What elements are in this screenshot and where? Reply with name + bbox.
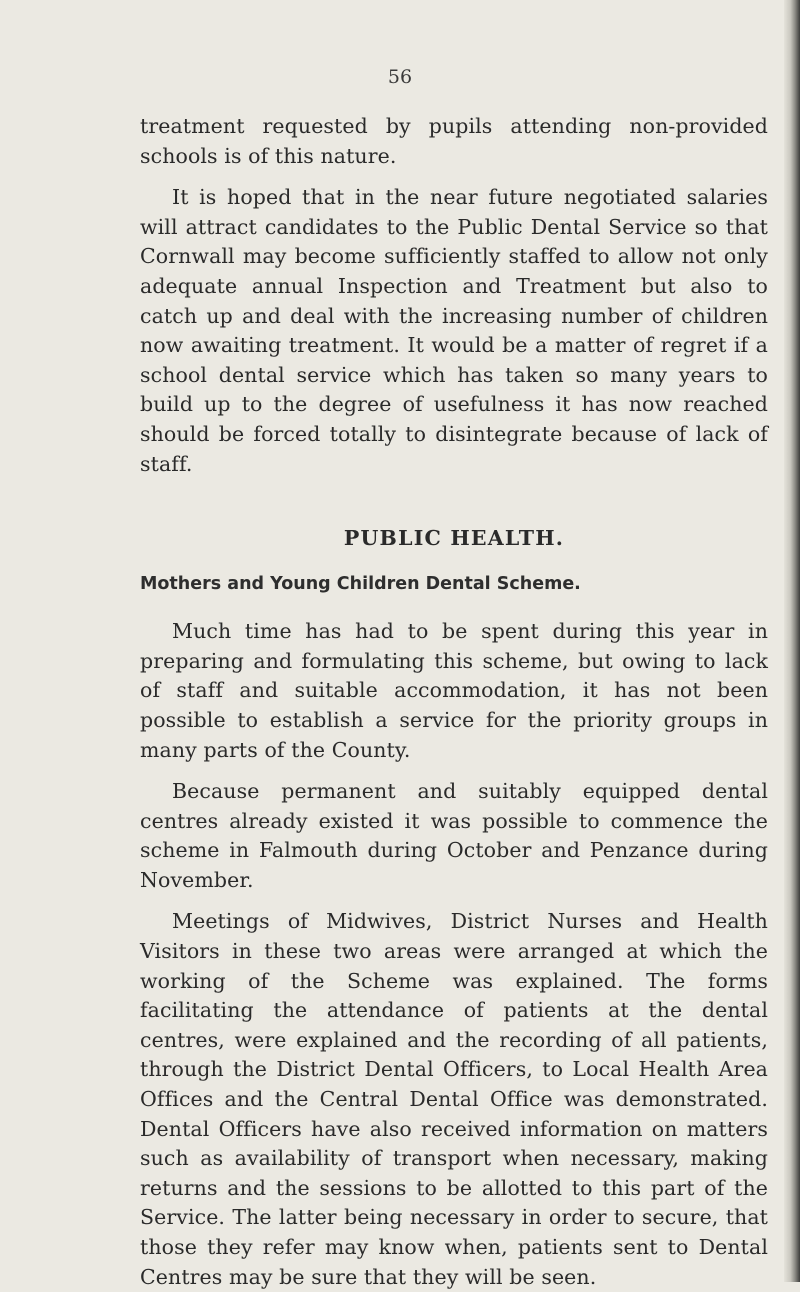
document-body [140,112,768,1292]
paragraph-meetings: Meetings of Midwives, District Nurses and Health Visitors in these two areas were arranged at which the working of the Scheme was explained. The forms facilitating the attendance of patients at the dental centres, were explained and the recording of all patients, through the District Dental Officers, to Local Health Area Offices and the Central Dental Office was demonstrated. Dental Officers have also received information on matters such as availability of transport when necessary, making returns and the sessions to be allotted to this part of the Service. The latter being necessary in order to secure, that those they refer may know when, patients sent to Dental Centres may be sure that they will be seen. [140,909,768,1289]
page-number: 56 [387,66,413,88]
paragraph-dental-centres: Because permanent and suitably equipped dental centres already existed it was possible to commence the scheme in Falmouth during October and Penzance during November. [140,779,768,892]
section-heading-public-health: PUBLIC HEALTH. [343,526,565,551]
paragraph-continued: treatment requested by pupils attending non-provided schools is of this nature. [140,114,768,168]
subheading-dental-scheme: Mothers and Young Children Dental Scheme. [140,574,581,595]
paragraph-much-time: Much time has had to be spent during this year in preparing and formulating this scheme, but owing to lack of staff and suitable accommodation, it has not been possible to establish a service for the priority groups in many parts of the County. [140,619,768,762]
paragraph-negotiated-salaries: It is hoped that in the near future negotiated salaries will attract candidates to the Public Dental Service so that Cornwall may become sufficiently staffed to allow not only adequate annual Inspection and Treatment but also to catch up and deal with the increasing number of children now awaiting treatment. It would be a matter of regret if a school dental service which has taken so many years to build up to the degree of usefulness it has now reached should be forced totally to disintegrate because of lack of staff. [140,185,768,476]
page-edge-shadow [784,0,800,1282]
